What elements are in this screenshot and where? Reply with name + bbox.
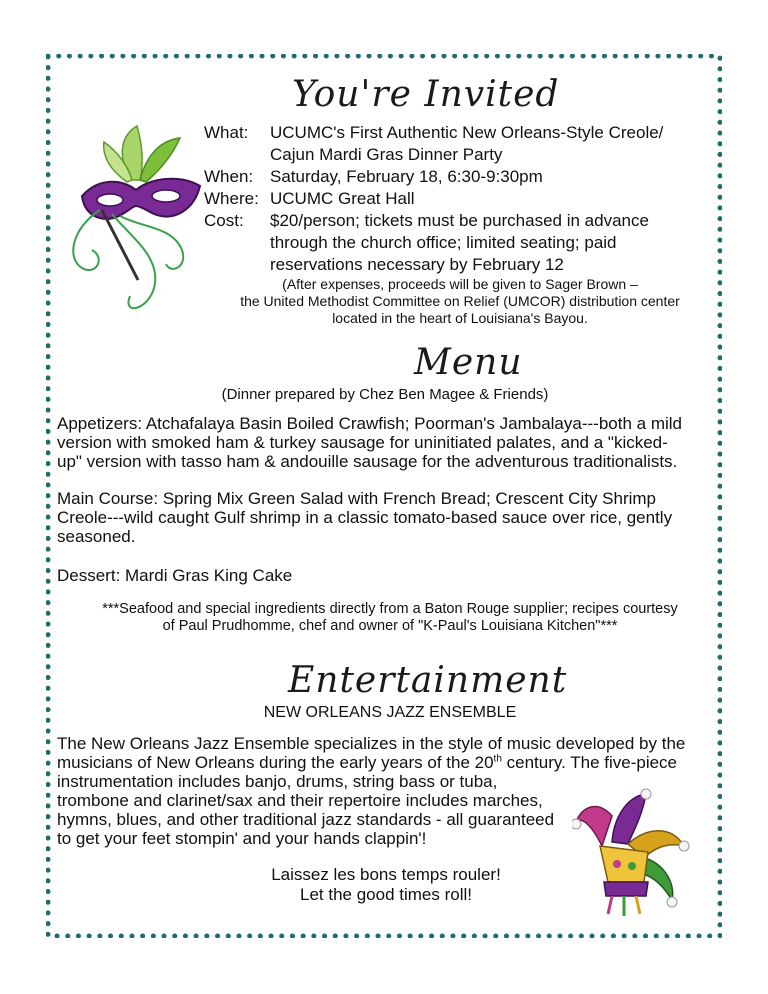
what-line-1: UCUMC's First Authentic New Orleans-Style Creole/ (270, 123, 664, 142)
invite-title: You're Invited (292, 74, 560, 115)
where-value: UCUMC Great Hall (270, 189, 415, 208)
dessert-line: Dessert: Mardi Gras King Cake (57, 566, 293, 585)
menu-note-line-2: of Paul Prudhomme, chef and owner of "K-Paul's Louisiana Kitchen"*** (162, 618, 618, 634)
entertainment-line-3: instrumentation includes banjo, drums, string bass or tuba, (57, 772, 498, 791)
main-course-line-1: Main Course: Spring Mix Green Salad with French Bread; Crescent City Shrimp (57, 489, 657, 508)
appetizers-paragraph (57, 414, 717, 471)
appetizers-line-2: version with smoked ham & turkey sausage for uninitiated palates, and a "kicked- (57, 433, 668, 452)
what-label: What: (204, 123, 249, 142)
main-course-line-3: seasoned. (57, 527, 136, 546)
menu-note (60, 601, 720, 635)
entertainment-line-6: to get your feet stompin' and your hands clappin'! (57, 829, 427, 848)
entertainment-line-4: trombone and clarinet/sax and their repertoire includes marches, (57, 791, 543, 810)
where-row (204, 188, 674, 210)
entertainment-title: Entertainment (288, 660, 568, 701)
what-value (270, 122, 663, 166)
proceeds-note (200, 276, 720, 327)
menu-subtitle: (Dinner prepared by Chez Ben Magee & Friends) (221, 386, 549, 403)
appetizers-line-3: up" version with tasso ham & andouille sausage for the adventurous traditionalists. (57, 452, 678, 471)
main-course-paragraph (57, 489, 717, 546)
entertainment-line-2-text: musicians of New Orleans during the early years of the 20 (57, 753, 494, 772)
entertainment-paragraph (57, 734, 717, 848)
closing-line-2: Let the good times roll! (300, 885, 472, 904)
cost-label: Cost: (204, 211, 244, 230)
where-label: Where: (204, 189, 259, 208)
proceeds-note-line-2: the United Methodist Committee on Relief (UMCOR) distribution center (240, 293, 680, 309)
proceeds-note-line-1: (After expenses, proceeds will be given to Sager Brown – (282, 276, 638, 292)
ordinal-superscript: th (493, 753, 502, 765)
cost-row (204, 210, 674, 276)
what-row (204, 122, 674, 166)
menu-title: Menu (414, 342, 523, 383)
what-line-2: Cajun Mardi Gras Dinner Party (270, 145, 503, 164)
event-details (204, 122, 674, 276)
cost-line-3: reservations necessary by February 12 (270, 255, 564, 274)
when-row (204, 166, 674, 188)
closing-line-1: Laissez les bons temps rouler! (271, 865, 501, 884)
appetizers-line-1: Appetizers: Atchafalaya Basin Boiled Crawfish; Poorman's Jambalaya---both a mild (57, 414, 682, 433)
entertainment-line-1: The New Orleans Jazz Ensemble specializes in the style of music developed by the (57, 734, 686, 753)
cost-line-2: through the church office; limited seating; paid (270, 233, 617, 252)
entertainment-line-2 (57, 753, 677, 772)
proceeds-note-line-3: located in the heart of Louisiana's Bayou. (332, 310, 588, 326)
cost-value (270, 210, 649, 276)
main-course-line-2: Creole---wild caught Gulf shrimp in a classic tomato-based sauce over rice, gently (57, 508, 673, 527)
entertainment-line-5: hymns, blues, and other traditional jazz standards - all guaranteed (57, 810, 555, 829)
closing-lines (236, 865, 536, 905)
cost-line-1: $20/person; tickets must be purchased in advance (270, 211, 649, 230)
menu-note-line-1: ***Seafood and special ingredients directly from a Baton Rouge supplier; recipes courtesy (102, 601, 678, 617)
entertainment-line-2-end: century. The five-piece (501, 753, 678, 772)
when-value: Saturday, February 18, 6:30-9:30pm (270, 167, 543, 186)
when-label: When: (204, 167, 254, 186)
mardi-gras-mask-icon (62, 118, 206, 323)
entertainment-subtitle: NEW ORLEANS JAZZ ENSEMBLE (263, 704, 517, 721)
